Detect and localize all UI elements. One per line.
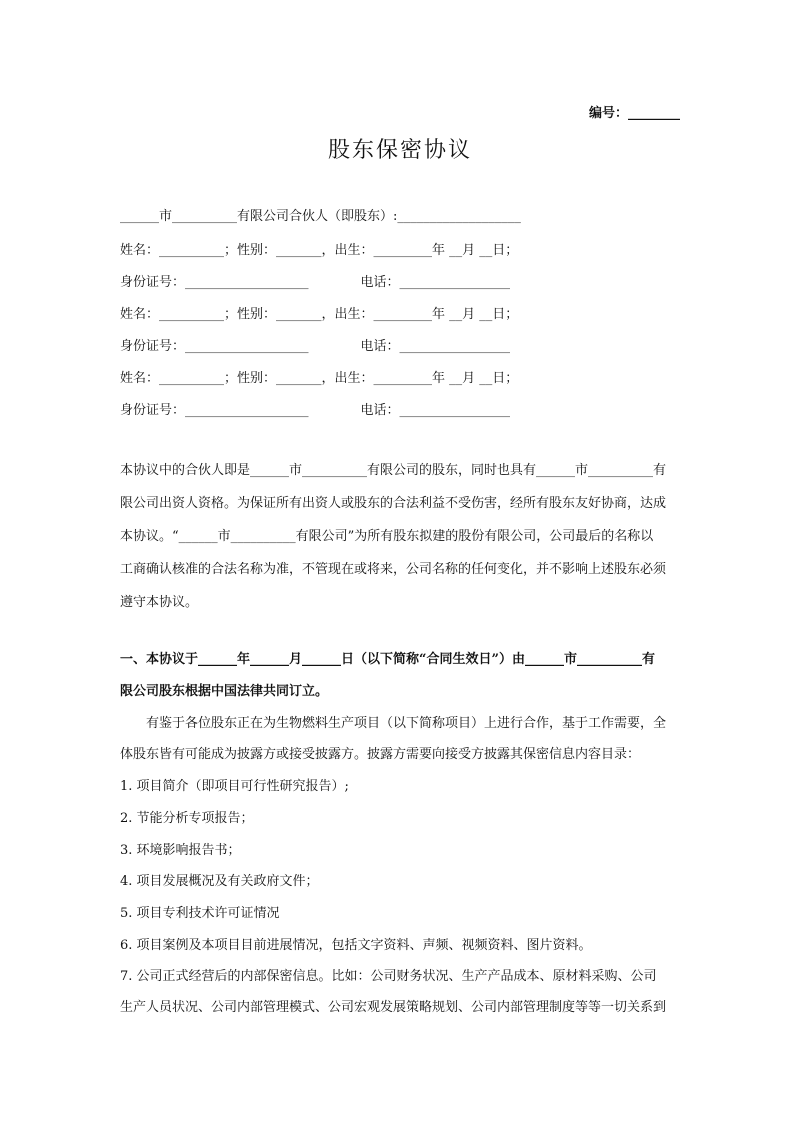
list-item-continued: 生产人员状况、公司内部管理模式、公司宏观发展策略规划、公司内部管理制度等等一切关系到 (120, 1000, 667, 1015)
party-2-id-field: 身份证号：___________________ (120, 339, 309, 354)
list-item: 4. 项目发展概况及有关政府文件； (120, 874, 319, 889)
list-item: 5. 项目专利技术许可证情况 (120, 906, 280, 921)
party-header: ______市__________有限公司合伙人（即股东）:___________________ (120, 209, 521, 224)
list-item: 3. 环境影响报告书； (120, 843, 241, 858)
party-3-phone-field: 电话：_________________ (360, 403, 511, 418)
list-item: 1. 项目简介（即项目可行性研究报告）; (120, 779, 349, 794)
party-1-phone-field: 电话：_________________ (360, 275, 511, 290)
list-item: 7. 公司正式经营后的内部保密信息。比如：公司财务状况、生产产品成本、原材料采购、公司 (120, 969, 657, 984)
party-1-info: 姓名：__________；性别：_______，出生：_________年 __月 __日； (120, 243, 519, 258)
body-line: 体股东皆有可能成为披露方或接受披露方。披露方需要向接受方披露其保密信息内容目录： (120, 747, 641, 762)
intro-line: 工商确认核准的合法名称为准，不管现在或将来，公司名称的任何变化，并不影响上述股东必须 (120, 562, 667, 577)
party-1-id-field: 身份证号：___________________ (120, 275, 309, 290)
party-1-contact (120, 273, 510, 293)
section-1-heading: 限公司股东根据中国法律共同订立。 (120, 684, 329, 699)
party-3-id-field: 身份证号：___________________ (120, 403, 309, 418)
document-title: 股东保密协议 (327, 138, 472, 163)
intro-line: 本协议中的合伙人即是______市__________有限公司的股东，同时也具有______市__________有 (120, 463, 667, 478)
intro-line: 本协议。“______市__________有限公司”为所有股东拟建的股份有限公司，公司最后的名称以 (120, 529, 654, 544)
party-3-info: 姓名：__________；性别：_______，出生：_________年 __月 __日； (120, 371, 519, 386)
body-line: 有鉴于各位股东正在为生物燃料生产项目（以下简称项目）上进行合作，基于工作需要，全 (120, 716, 667, 731)
list-item: 6. 项目案例及本项目目前进展情况，包括文字资料、声频、视频资料、图片资料。 (120, 938, 592, 953)
list-item: 2. 节能分析专项报告； (120, 811, 254, 826)
party-2-info: 姓名：__________；性别：_______，出生：_________年 __月 __日； (120, 307, 519, 322)
party-2-phone-field: 电话：_________________ (360, 339, 511, 354)
intro-line: 遵守本协议。 (120, 595, 199, 610)
party-2-contact (120, 337, 510, 357)
section-1-heading: 一、本协议于______年______月______日（以下简称“合同生效日”）由______市__________有 (120, 652, 655, 667)
document-number: 编号：________ (588, 106, 680, 121)
intro-line: 限公司出资人资格。为保证所有出资人或股东的合法利益不受伤害，经所有股东友好协商，达成 (120, 496, 667, 511)
party-3-contact (120, 401, 510, 421)
